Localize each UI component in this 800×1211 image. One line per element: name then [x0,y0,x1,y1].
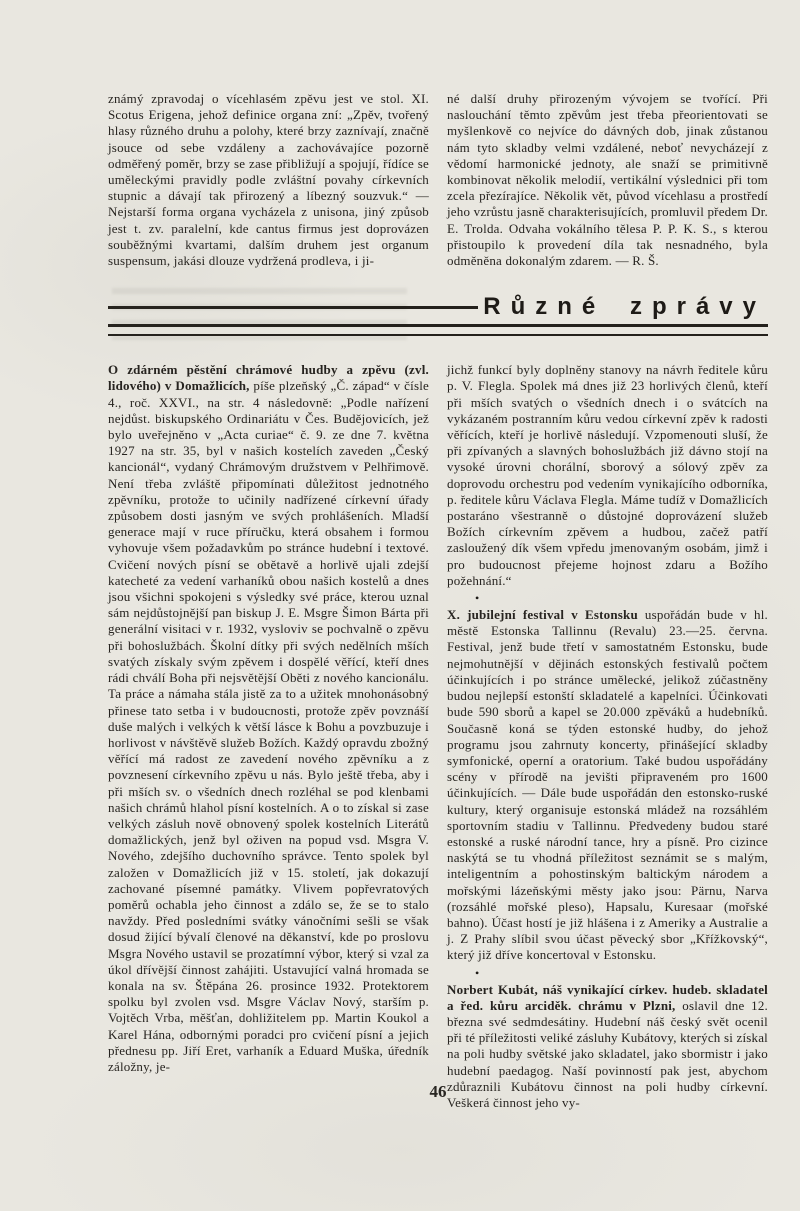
continuation-section [108,78,768,282]
article-kubat-body: oslavil dne 12. března své sedmdesátiny. Hudební náš český svět ocenil při té příležitosti veliké zásluhy Kubátovy, kterých si získal na poli hudby světské jako skladatel, jako sbormistr i jako hudební paedagog. Naší povinností pak jest, abychom zdůraznili Kubátovu činnost na poli hudby církevní. Veškerá činnost jeho vy- [447,997,768,1110]
top-right-column-text: né další druhy přirozeným vývojem se tvořící. Při naslouchání těmto zpěvům jest třeba přeorientovati se myšlenkově co nejvíce do dávných dob, jinak zůstanou nám tyto skladby velmi vzdálené, neboť nevycházejí z vědomí harmonické jednoty, ale snaží se primitivně kombinovat několik melodií, vertikální výslednici při tom zcela přezírajíce. Několik vět, původ vícehlasu a prostředí jeho vzrůstu jasně charakterisujících, promluvil předem Dr. E. Trolda. Odvaha vokálního tělesa P. P. K. S., s kterou přistoupilo k provedení díla tak nesnadného, byla odměněna dokonalým zdarem. — R. Š. [447,91,768,269]
horizontal-rule [108,334,768,337]
section-header [108,294,768,320]
article-kubat-lead: Norbert Kubát, náš vynikající církev. hudeb. skladatel a řed. kůru arciděk. chrámu v Plzni, [447,981,768,1013]
article-estonsko [447,607,768,963]
article-domazlice-continuation [447,362,768,589]
news-left-column [108,362,429,1111]
news-right-column [447,362,768,1111]
article-estonsko-body: uspořádán bude v hl. městě Estonska Tallinnu (Revalu) 23.—25. června. Festival, jenž bude třetí v samostatném Estonsku, bude nejmohutnější v dějinách estonských festivalů počtem účinkujících i po stránce umělecké, jelikož zúčastněny budou nejlepší estonští skladatelé a kapelníci. Účinkovati bude 590 sborů a kapel se 20.000 zpěváků a hudebníků. Současně koná se týden estonské hudby, do jehož programu jsou zahrnuty koncerty, přinášející skladby symfonické, operní a oratorium. Také budou uspořádány scény v přírodě na jevišti připraveném pro 1600 účinkujících. — Dále bude uspořádán den estonsko-ruské kultury, který organisuje estonská mládež na rozsáhlém sportovním stadiu v Tallinnu. Předvedeny budou staré estonské a ruské národní tance, hry a písně. Pro cizince naskýtá se tu vhodná příležitost seznámit se s malým, inteligentním a pohostinským baltickým národem a mořskými lázeňskými městy jako jsou: Pärnu, Narva (rozsáhlé mořské pleso), Hapsalu, Kuresaar (mořské bahno). Účast hostí je již hlášena i z Ameriky a Australie a j. Z Prahy slíbil svou účast pěvecký sbor „Křížkovský“, který již dříve koncertoval v Estonsku. [447,607,768,963]
header-rule-line [108,306,478,309]
article-separator-dot: • [475,591,480,606]
article-domazlice-lead: O zdárném pěstění chrámové hudby a zpěvu (zvl. lidového) v Domažlicích, [108,362,429,394]
section-title: Různé zprávy [483,293,766,321]
article-domazlice-body: píše plzeňský „Č. západ“ v čísle 4., roč. XXVI., na str. 4 následovně: „Podle nařízení nejdůst. biskupského Ordinariátu v Čes. Budějovicích, jež bylo uveřejněno v „Acta curiae“ č. 9. ze dne 7. května 1927 na str. 35, byl v našich kostelích zaveden „Český kancionál“, vydaný Chrámovým družstvem v Pelhřimově. Není třeba zvláště připomínati důležitost jednotného zpěvníku, protože to učinily nadřízené církevní úřady způsobem dosti jasným ve svých prohlášeních. Mladší generace mají v ruce příručku, která obsahem i formou vyhovuje všem požadavkům po stránce hudební i textové. Cvičení nových písní se obětavě a horlivě ujali zdejší katecheté za vedení varhaníků obou našich kostelů a dnes jsou všichni spokojeni s výsledky své práce, kterou uznal sám nejdůstojnější pan biskup J. E. Msgre Šimon Bárta při generální visitaci v r. 1932, vysloviv se pochvalně o zpěvu při bohoslužbách. Školní dítky při svých nedělních mších svatých získaly svým zpěvem i dospělé věřící, kteří dnes rádi chválí Boha při nejsvětější Oběti z nového kancionálu. Ta práce a námaha stála jistě za to a užitek mnohonásobný přinese tato setba i v budoucnosti, protože zpěv povznáší duše malých i velkých k větší lásce k Bohu a povzbuzuje i horlivost v návštěvě služeb Božích. Každý opravdu zbožný věřící má radost ze zavedení nového zpěvníku a z povznesení církevního zpěvu u nás. Bylo ještě třeba, aby i při mších sv. o všedních dnech rozléhal se pod klenbami našich chrámů hlahol písní kostelních. A o to získal si zase velkých zásluh nově obnovený spolek kostelních Literátů domažlických, jenž byl oživen na popud vsd. Msgra V. Nového, zdejšího duchovního správce. Tento spolek byl založen v Domažlicích již v 15. století, jak dokazují zachované písemné památky. Vlivem popřevratových poměrů ochabla jeho činnost a zdálo se, že se to stalo navždy. Před posledními svátky vánočními sešli se však dosud žijící bývalí členové na děkanství, kde po proslovu Msgra Nového ustavil se prozatímní výbor, který si vzal za úkol dřívější činnost zahájiti. Ustavující valná hromada se konala na sv. Štěpána 26. prosince 1932. Protektorem spolku byl zvolen vsd. Msgre Václav Nový, starším p. Vojtěch Vrba, měšťan, dohližitelem pp. Martin Koukol a Karel Hána, odbornými poradci pro cvičení písní a jejich přednesu pp. Jiří Eret, varhaník a Eduard Muška, úředník záložny, je- [108,378,429,1074]
page-number: 46 [429,1082,447,1101]
article-domazlice-continuation-text: jichž funkcí byly doplněny stanovy na návrh ředitele kůru p. V. Flegla. Spolek má dnes již 23 horlivých členů, kteří při mších svatých o všedních dnech i o svátcích na vykázaném postranním kůru vedou církevní zpěv k radosti věřících, kteří je horlivě následují. Vzpomenouti sluší, že při zpívaných a slavných bohoslužbách již dávno stojí na vysoké úrovni chorální, sborový a sólový zpěv za doprovodu orchestru pod vedením vynikajícího odborníka, p. ředitele kůru Václava Flegla. Máme tudíž v Domažlicích postaráno všestranně o důstojné doprovázení služeb Božích církevním zpěvem a hudbou, začež patří zasloužený dík všem vpředu jmenovaným osobám, jimž i pro budoucnost přejeme hojnost zdaru a Božího požehnání.“ [447,362,768,588]
article-separator-dot: • [475,965,480,980]
page-content [108,78,768,1111]
article-domazlice [108,362,429,1075]
horizontal-rule [108,324,768,327]
article-estonsko-lead: X. jubilejní festival v Estonsku [447,607,638,623]
top-left-column-text: známý zpravodaj o vícehlasém zpěvu jest ve stol. XI. Scotus Erigena, jehož definice organa zní: „Zpěv, tvořený hlasy různého druhu a polohy, které brzy zaznívají, značně jsouce od sebe vzdáleny a zachovávajíce pozorně odměřený poměr, brzy se zase přibližují a spojují, řídíce se uměleckými pravidly podle zvláštní povahy církevních stupnic a dávají tak přirozený a líbezný souzvuk.“ — Nejstarší forma organa vycházela z unisona, jiný způsob jest t. zv. paralelní, kde cantus firmus jest doprovázen souběžnými kvartami, dalším druhem jest organum suspensum, jakási dlouze vydržená prodleva, i ji- [108,91,429,269]
news-section [108,362,768,1111]
